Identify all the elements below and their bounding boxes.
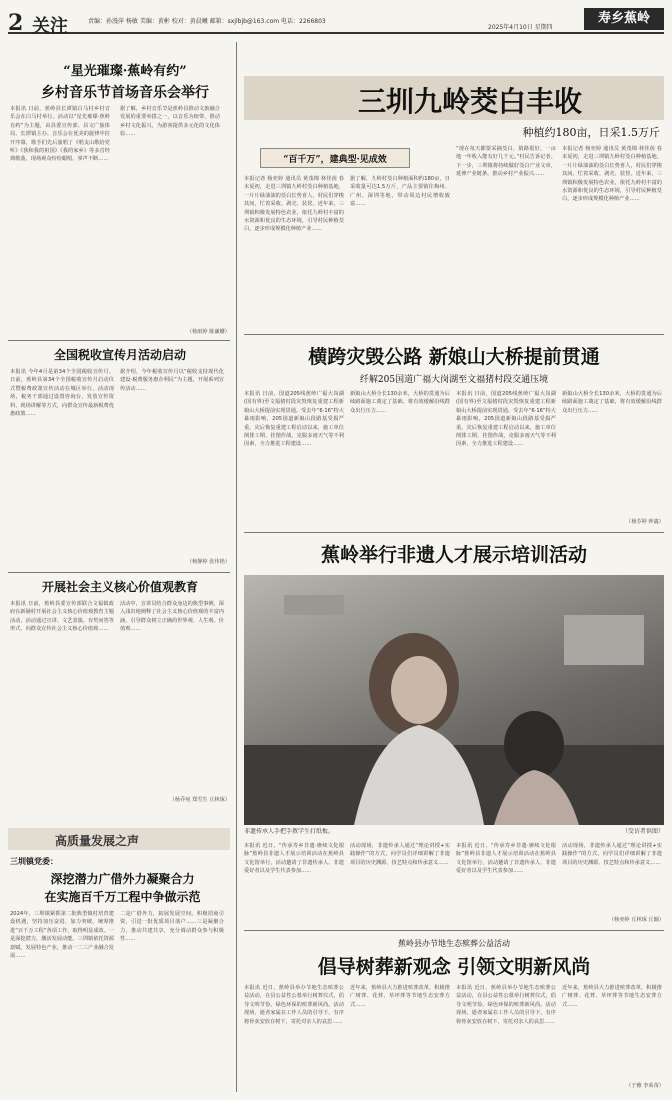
feature-body-3: “现在每天都要采摘茭白，销路很好，一亩地一年收入能有好几千元。”村民告诉记者。下一步，三圳镇将持续做好茭白产业文章，延伸产业链条，推动乡村产业振兴…… <box>456 146 556 178</box>
tax-byline: （杨静婷 张伟艳） <box>186 559 230 565</box>
divider <box>244 930 664 931</box>
brand-logo: 寿乡蕉岭 <box>584 8 664 30</box>
feature-badge: “百千万”，建典型·见成效 <box>283 155 387 165</box>
training-photo-credit: （受访者供图） <box>621 828 664 835</box>
training-body-4: 活动现场，非遗传承人通过“理论讲授+实践操作”的方式，向学员们详细讲解了非遗项目的历史渊源、技艺特点和传承意义…… <box>562 843 662 866</box>
tax-title: 全国税收宣传月活动启动 <box>53 348 186 362</box>
development-kicker: 三圳镇党委： <box>10 856 58 866</box>
road-byline: （杨芬婷 钟鑫） <box>626 519 664 525</box>
development-body-2: 二是广借外力，拓展发展空间。积极招商引资，引进一批优质项目落户……三是凝聚合力，推动共建共享，充分调动群众参与积极性…… <box>120 911 224 943</box>
music-body-2: 据了解，乡村音乐节是蕉岭县推动文旅融合发展的重要举措之一，以音乐为纽带，推动乡村文化振兴，为游客提供多元化的文化体验…… <box>120 106 220 138</box>
training-byline: （杨奕婷 丘林琢 丘颖） <box>608 917 664 923</box>
feature-subtitle: 种植约180亩，日采1.5万斤 <box>522 126 660 139</box>
training-photo-caption: 非遗传承人手把手教学生打纸板。 <box>244 828 335 835</box>
road-title: 横跨灾毁公路 新娘山大桥提前贯通 <box>308 346 600 368</box>
road-body: 本报讯 日前，国道205线蕉岭广福大岗湖(国有界)至文福猪村段灾毁恢复重建工程新娘山大桥提前实现贯通。受去年“6·16”特大暴雨影响，205国道新娘山段路基受损严重。灾后恢复重建工程启动以来，施工单位倒排工期、挂图作战，克服多雨天气等不利因素，全力推进工程建设…… <box>244 391 344 448</box>
column-divider <box>236 42 237 1092</box>
development-title-1: 深挖潜力广借外力凝聚合力 <box>50 872 195 886</box>
road-body-2: 新娘山大桥全长130余米，大桥的贯通为后续路面施工奠定了基础，将有效缓解沿线群众出行压力…… <box>350 391 450 414</box>
music-kicker: “星光璀璨·蕉岭有约” <box>63 64 187 79</box>
training-body-2: 活动现场，非遗传承人通过“理论讲授+实践操作”的方式，向学员们详细讲解了非遗项目的历史渊源、技艺特点和传承意义…… <box>350 843 450 866</box>
feature-body-2: 据了解，九岭村茭白种植面积约180亩，日采收量可达1.5万斤，产品主要销往梅州、广州、深圳等地，带动周边村民增收致富…… <box>350 176 450 208</box>
training-title: 蕉岭举行非遗人才展示培训活动 <box>320 544 587 566</box>
funeral-body-2: 近年来，蕉岭县大力推进殡葬改革，积极推广树葬、花葬、草坪葬等节地生态安葬方式…… <box>350 985 450 1008</box>
section-title: 关注 <box>32 16 68 37</box>
feature-title: 三圳九岭茭白丰收 <box>357 85 582 118</box>
training-photo-illustration <box>244 575 664 825</box>
development-title-2: 在实施百千万工程中争做示范 <box>44 890 201 904</box>
training-body: 本报讯 近日，“传承寿乡非遗·赓续文化根脉”蕉岭县非遗人才展示培训活动在蕉岭县文化馆举行，活动邀请了非遗传承人、非遗爱好者以及学生代表参加…… <box>244 843 344 875</box>
music-byline: （杨雨婷 陈谦姗） <box>186 329 230 335</box>
page-number: 2 <box>8 10 24 36</box>
training-photo <box>244 575 664 825</box>
road-body-3: 本报讯 日前，国道205线蕉岭广福大岗湖(国有界)至文福猪村段灾毁恢复重建工程新娘山大桥提前实现贯通。受去年“6·16”特大暴雨影响，205国道新娘山段路基受损严重。灾后恢复重建工程启动以来，施工单位倒排工期、挂图作战，克服多雨天气等不利因素，全力推进工程建设…… <box>456 391 556 448</box>
funeral-body-4: 近年来，蕉岭县大力推进殡葬改革，积极推广树葬、花葬、草坪葬等节地生态安葬方式…… <box>562 985 662 1008</box>
funeral-byline: （于雅 李荣苗） <box>626 1083 664 1089</box>
divider <box>8 340 230 341</box>
date-line: 2025年4月10日 星期四 <box>488 24 553 31</box>
funeral-kicker: 蕉岭县办节地生态殡葬公益活动 <box>398 939 510 948</box>
funeral-body: 本报讯 近日，蕉岭县举办节地生态殡葬公益活动，在县公益性公墓举行树葬仪式，倡导文明节俭、绿色环保的殡葬新风尚。活动现场，逝者家属在工作人员的引导下，有序将骨灰安放在树下，寄托对亲人的哀思…… <box>244 985 344 1025</box>
values-byline: （杨乔宛 郑雪生 丘林琢） <box>169 797 230 803</box>
music-title: 乡村音乐节首场音乐会举行 <box>41 85 209 101</box>
divider <box>8 572 230 573</box>
funeral-title: 倡导树葬新观念 引领文明新风尚 <box>317 956 591 978</box>
credits-line: 责编：孙漫萍 杨敏 美编：黄彬 校对：黄晨曦 邮箱：sxjlbjb@163.com 电话：2266803 <box>88 18 326 25</box>
divider <box>244 532 664 533</box>
training-body-3: 本报讯 近日，“传承寿乡非遗·赓续文化根脉”蕉岭县非遗人才展示培训活动在蕉岭县文化馆举行，活动邀请了非遗传承人、非遗爱好者以及学生代表参加…… <box>456 843 556 875</box>
music-body: 本报讯 日前，蕉岭县长潭镇白马村乡村音乐会在白马村举行。活动以“星光璀璨·蕉岭有约”为主题，由县委宣传部、县文广旅体局、长潭镇主办。音乐会在优美的旋律中拉开序幕，歌手们先后演唱了《唱支山歌给党听》《我和我的祖国》《我的家乡》等多首经典歌曲，现场观众纷纷跟唱，掌声不断…… <box>10 106 110 163</box>
development-body: 2024年，三圳镇紧抓第二批典型镇村培育建设机遇，坚持加压奋进、加力突破，统筹推进“百千万工程”各项工作，取得明显成效。一是深挖潜力，激活发展动能。三圳镇依托资源禀赋，发展特色产业，推动一二三产业融合发展…… <box>10 911 114 960</box>
values-body: 本报讯 日前，蕉岭县委宣传部联合文福镇政府在新铺村开展社会主义核心价值观教育主题活动，活动通过宣讲、文艺表演、有奖问答等形式，向群众宣传社会主义核心价值观…… <box>10 601 114 633</box>
development-banner-label: 高质量发展之声 <box>55 834 140 848</box>
road-body-4: 新娘山大桥全长130余米，大桥的贯通为后续路面施工奠定了基础，将有效缓解沿线群众出行压力…… <box>562 391 662 414</box>
tax-body: 本报讯 今年4月是第34个全国税收宣传月。日前，蕉岭县第34个全国税收宣传月启动仪式暨税费政策宣传活动在城区举行。活动现场，税务干部通过设置咨询台、发放宣传资料、现场讲解等方式，向群众宣传最新税费优惠政策…… <box>10 369 114 418</box>
feature-body: 本报记者 杨奕婷 通讯员 黄茂锦 林佳茵 春末夏初，走进三圳镇九岭村茭白种植基地，一片片绿油油的茭白长势喜人，村民们穿梭其间，忙着采收、剥壳、装筐。近年来，三圳镇积极发展特色农业，依托九岭村丰富的水资源和优良的生态环境，引导村民种植茭白，逐步形成规模化种植产业…… <box>244 176 344 233</box>
road-subtitle: 纤解205国道广福大岗湖至文福猪村段交通压境 <box>359 375 549 385</box>
feature-body-4: 本报记者 杨奕婷 通讯员 黄茂锦 林佳茵 春末夏初，走进三圳镇九岭村茭白种植基地，一片片绿油油的茭白长势喜人，村民们穿梭其间，忙着采收、剥壳、装筐。近年来，三圳镇积极发展特色农业，依托九岭村丰富的水资源和优良的生态环境，引导村民种植茭白，逐步形成规模化种植产业…… <box>562 146 662 203</box>
funeral-body-3: 本报讯 近日，蕉岭县举办节地生态殡葬公益活动，在县公益性公墓举行树葬仪式，倡导文明节俭、绿色环保的殡葬新风尚。活动现场，逝者家属在工作人员的引导下，有序将骨灰安放在树下，寄托对亲人的哀思…… <box>456 985 556 1025</box>
values-title: 开展社会主义核心价值观教育 <box>41 580 198 594</box>
values-body-2: 活动中，宣讲员结合群众身边的典型事例，深入浅出地阐释了社会主义核心价值观的丰富内涵，引导群众树立正确的世界观、人生观、价值观…… <box>120 601 224 633</box>
tax-body-2: 据介绍，今年税收宣传月以“税收支持现代化建设·税费服务惠企利民”为主题，开展系列宣传活动…… <box>120 369 224 392</box>
divider <box>244 334 664 335</box>
masthead <box>8 8 664 37</box>
